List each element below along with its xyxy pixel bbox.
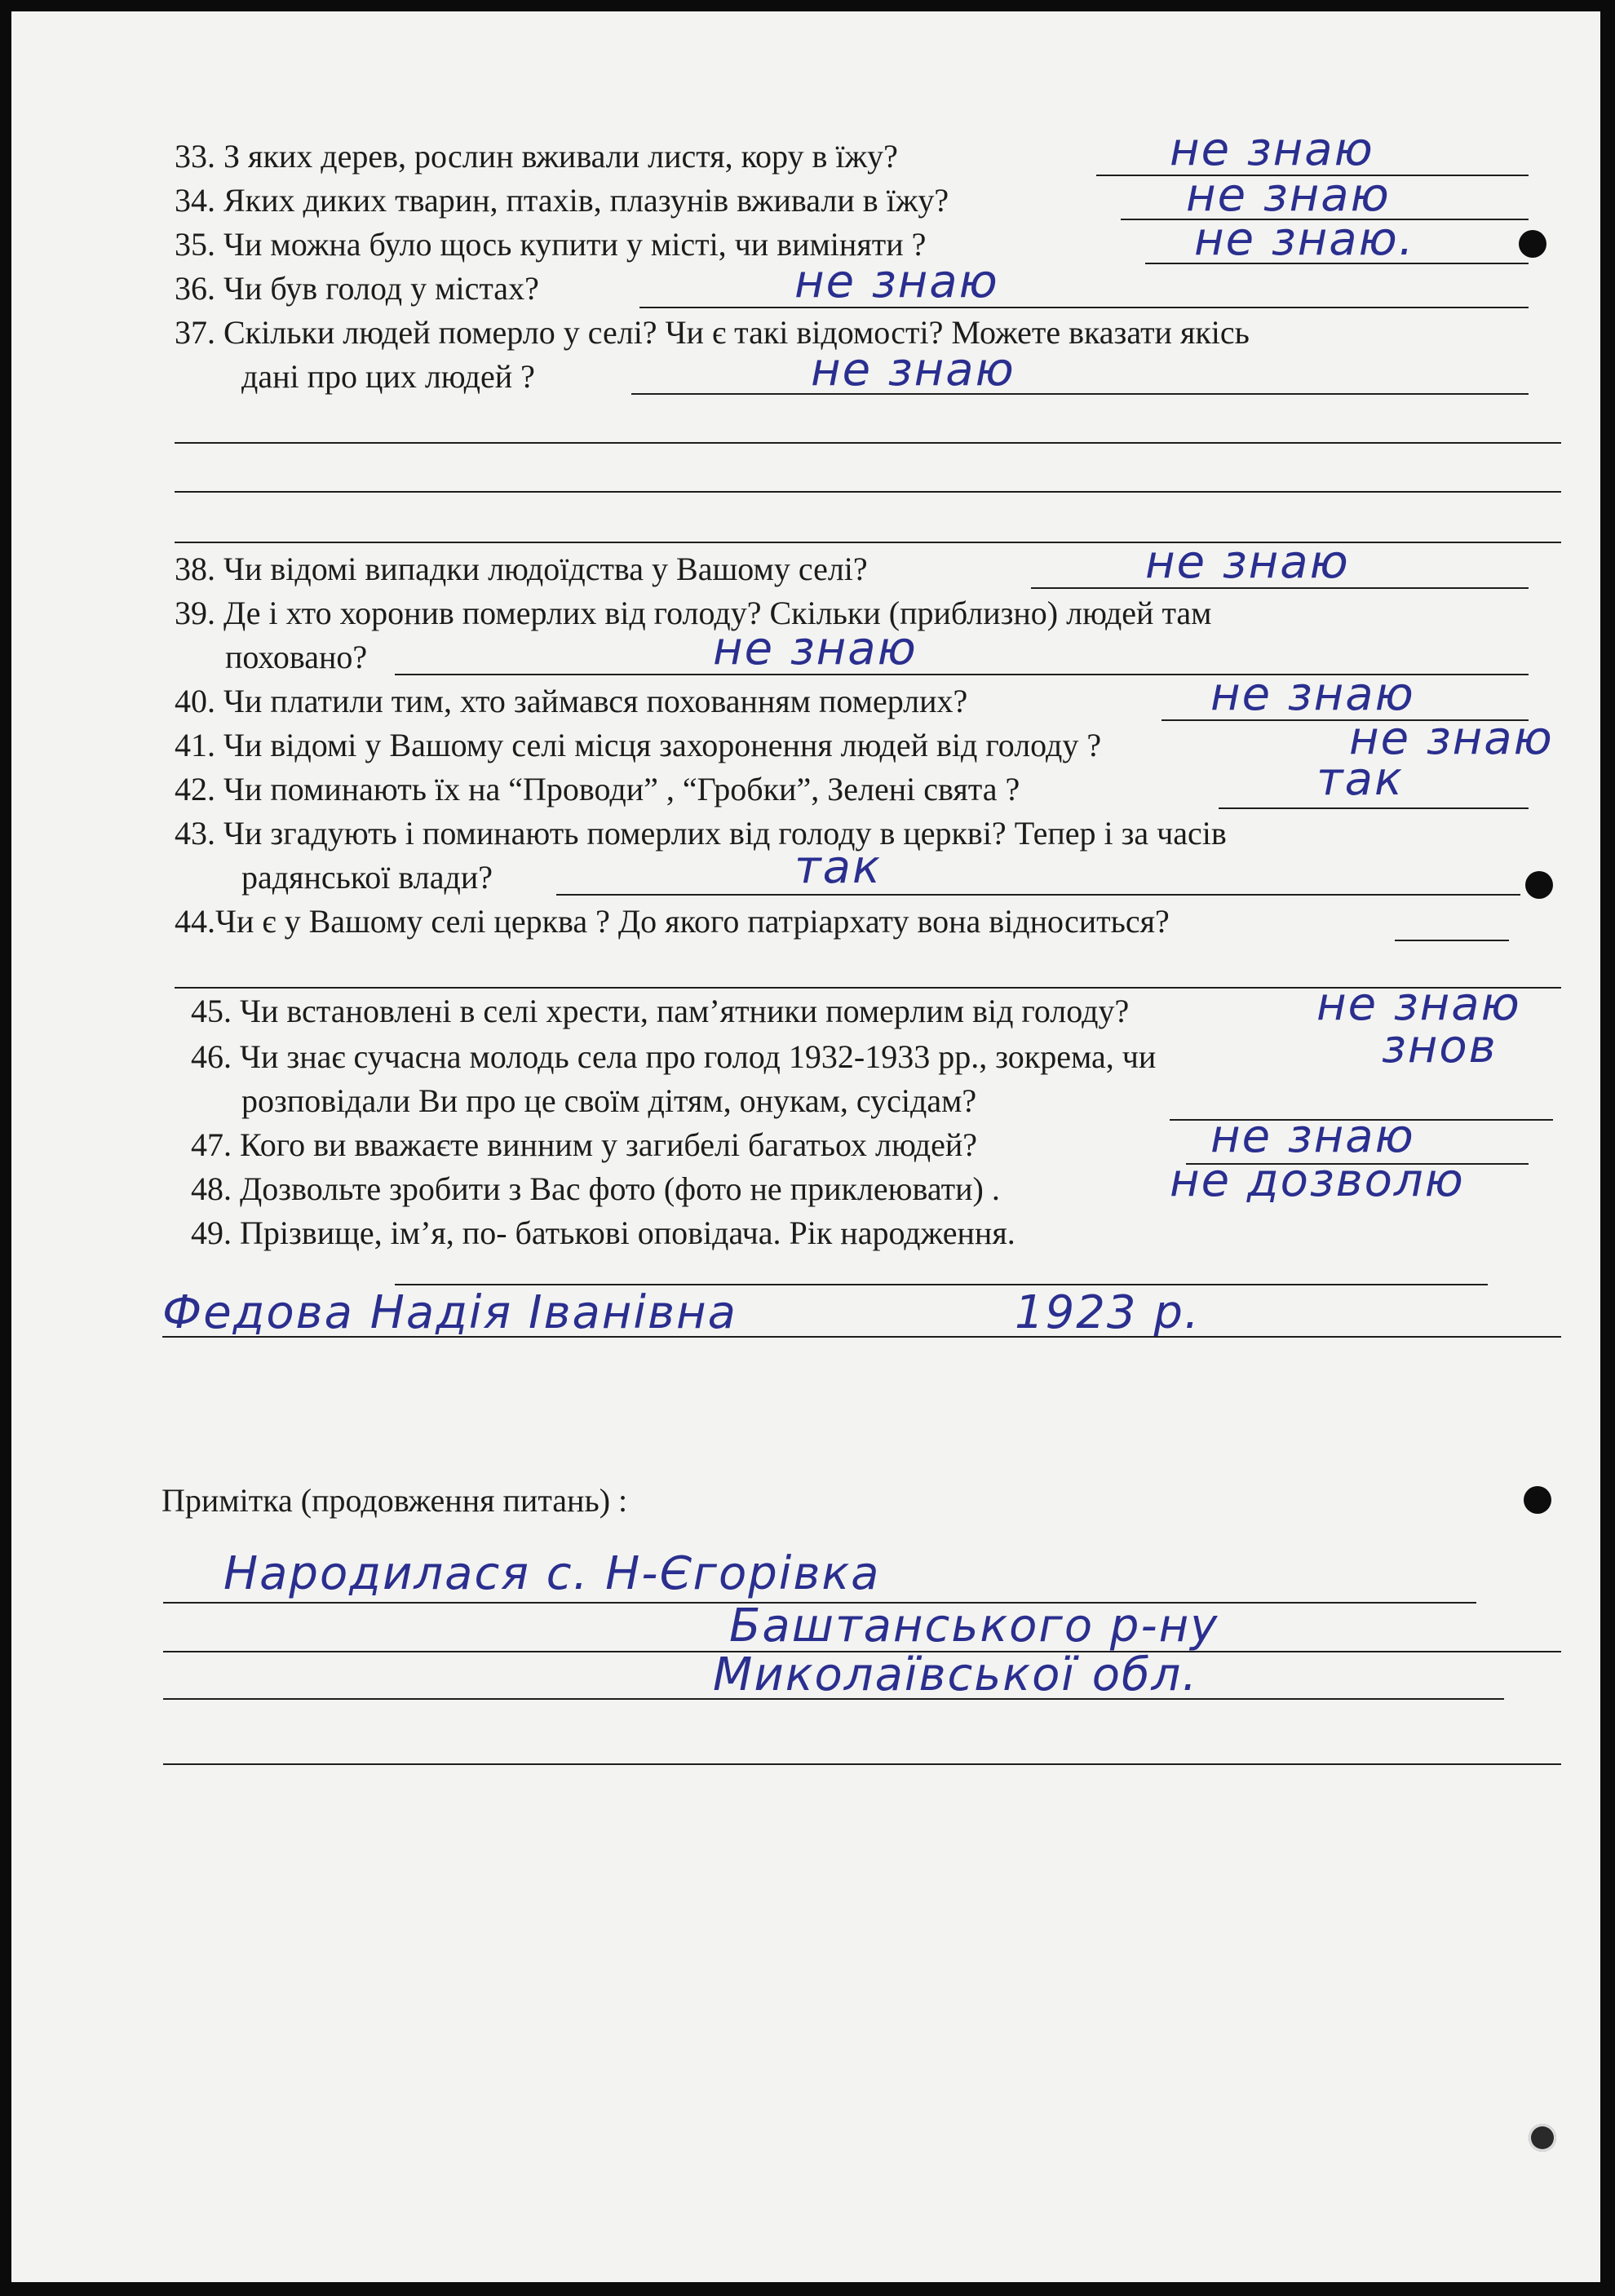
answer-49-name: Федова Надія Іванівна (162, 1286, 737, 1339)
question-38: 38. Чи відомі випадки людоїдства у Вашому селі? (175, 551, 868, 587)
question-43-cont: радянської влади? (241, 859, 493, 896)
question-48: 48. Дозвольте зробити з Вас фото (фото не приклеювати) . (191, 1170, 1000, 1207)
answer-37: не знаю (811, 343, 1015, 396)
question-46: 46. Чи знає сучасна молодь села про голод 1932-1933 рр., зокрема, чи (191, 1038, 1157, 1075)
answer-35: не знаю. (1194, 213, 1415, 266)
answer-line-43 (556, 894, 1520, 896)
answer-48: не дозволю (1170, 1154, 1465, 1207)
answer-40: не знаю (1210, 668, 1415, 721)
answer-line-49a (395, 1284, 1488, 1285)
answer-45: не знаю (1316, 978, 1521, 1031)
question-43: 43. Чи згадують і поминають померлих від голоду в церкві? Тепер і за часів (175, 815, 1227, 852)
answer-46: знов (1382, 1020, 1498, 1073)
question-33: 33. З яких дерев, рослин вживали листя, кору в їжу? (175, 138, 898, 175)
answer-line-49b (162, 1336, 1561, 1338)
answer-line-44 (1395, 940, 1509, 941)
answer-42: так (1316, 753, 1404, 806)
question-37-cont: дані про цих людей ? (241, 358, 535, 395)
question-41: 41. Чи відомі у Вашому селі місця захоронення людей від голоду ? (175, 727, 1102, 763)
answer-line-42 (1219, 807, 1529, 809)
note-rule-4 (163, 1763, 1561, 1765)
question-37: 37. Скільки людей померло у селі? Чи є такі відомості? Можете вказати якісь (175, 314, 1250, 351)
question-35: 35. Чи можна було щось купити у місті, чи виміняти ? (175, 226, 927, 263)
note-rule-3 (163, 1698, 1504, 1700)
blank-line (175, 491, 1561, 493)
question-45: 45. Чи встановлені в селі хрести, пам’ятники померлим від голоду? (191, 993, 1130, 1029)
note-line-3: Миколаївської обл. (713, 1648, 1199, 1701)
answer-34: не знаю (1186, 169, 1391, 222)
answer-36: не знаю (794, 255, 999, 308)
answer-33: не знаю (1170, 123, 1374, 176)
question-34: 34. Яких диких тварин, птахів, плазунів вживали в їжу? (175, 182, 949, 219)
answer-line-37 (631, 393, 1529, 395)
answer-43: так (794, 841, 882, 894)
question-40: 40. Чи платили тим, хто займався похованням померлих? (175, 683, 968, 719)
question-46-cont: розповідали Ви про це своїм дітям, онукам, сусідам? (241, 1082, 977, 1119)
punch-hole (1524, 1486, 1551, 1514)
blank-line (175, 542, 1561, 543)
blank-line (175, 442, 1561, 444)
question-47: 47. Кого ви вважаєте винним у загибелі багатьох людей? (191, 1126, 978, 1163)
note-line-2: Баштанського р-ну (729, 1599, 1219, 1652)
answer-41: не знаю (1349, 712, 1554, 765)
question-39: 39. Де і хто хоронив померлих від голоду? Скільки (приблизно) людей там (175, 595, 1212, 631)
answer-38: не знаю (1145, 536, 1350, 589)
note-label: Примітка (продовження питань) : (162, 1482, 628, 1519)
question-42: 42. Чи поминають їх на “Проводи” , “Гробки”, Зелені свята ? (175, 771, 1020, 807)
question-36: 36. Чи був голод у містах? (175, 270, 539, 307)
note-line-1: Народилася с. Н-Єгорівка (223, 1547, 881, 1600)
punch-hole (1529, 2124, 1556, 2152)
answer-49-year: 1923 р. (1015, 1286, 1201, 1339)
question-49: 49. Прізвище, ім’я, по- батькові оповідача. Рік народження. (191, 1214, 1015, 1251)
question-39-cont: поховано? (225, 639, 368, 675)
questionnaire-page (11, 11, 1600, 2282)
answer-39: не знаю (713, 622, 918, 675)
punch-hole (1525, 871, 1553, 899)
question-44: 44.Чи є у Вашому селі церква ? До якого патріархату вона відноситься? (175, 903, 1170, 940)
answer-47: не знаю (1210, 1110, 1415, 1163)
answer-line-36 (639, 307, 1529, 308)
punch-hole (1519, 230, 1546, 258)
